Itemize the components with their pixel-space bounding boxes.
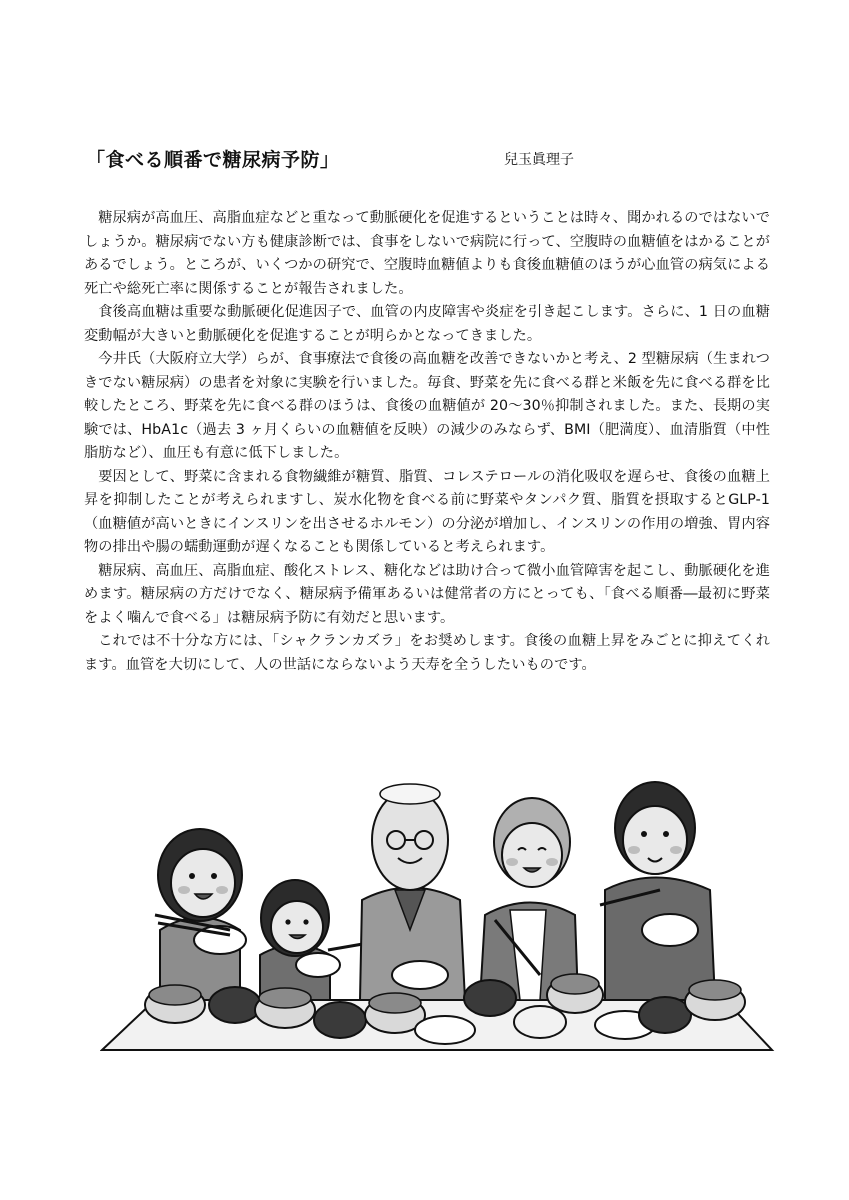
grandmother-figure <box>480 798 578 1000</box>
paragraph: 今井氏（大阪府立大学）らが、食事療法で食後の高血糖を改善できないかと考え、2 型糖尿病（生まれつきでない糖尿病）の患者を対象に実験を行いました。毎食、野菜を先に食べる群と米飯を先に食べる群を比較したところ、野菜を先に食べる群のほうは、食後の血糖値が 20～30％抑制されました。また、長期の実験では、HbA1c（過去 3 ヶ月くらいの血糖値を反映）の減少のみならず、BMI（肥満度）、血清脂質（中性脂肪など）、血圧も有意に低下しました。 <box>84 351 770 461</box>
paragraph: 食後高血糖は重要な動脈硬化促進因子で、血管の内皮障害や炎症を引き起こします。さらに、1 日の血糖変動幅が大きいと動脈硬化を促進することが明らかとなってきました。 <box>84 304 770 344</box>
paragraph: 要因として、野菜に含まれる食物繊維が糖質、脂質、コレステロールの消化吸収を遅らせ、食後の血糖上昇を抑制したことが考えられますし、炭水化物を食べる前に野菜やタンパク質、脂質を摂取するとGLP-1（血糖値が高いときにインスリンを出させるホルモン）の分泌が増加し、インスリンの作用の増強、胃内容物の排出や腸の蠕動運動が遅くなることも関係していると考えられます。 <box>84 468 770 555</box>
article-header <box>86 145 766 175</box>
paragraph: 糖尿病、高血圧、高脂血症、酸化ストレス、糖化などは助け合って微小血管障害を起こし、動脈硬化を進めます。糖尿病の方だけでなく、糖尿病予備軍あるいは健常者の方にとっても、「食べる順番―最初に野菜をよく噛んで食べる」は糖尿病予防に有効だと思います。 <box>84 562 770 626</box>
mother-figure <box>155 829 246 1000</box>
article-body <box>84 207 770 677</box>
grandfather-figure <box>360 784 465 1000</box>
family-meal-illustration <box>100 770 780 1060</box>
paragraph: これでは不十分な方には、「シャクランカズラ」をお奨めします。食後の血糖上昇をみごとに抑えてくれます。血管を大切にして、人の世話にならないよう天寿を全うしたいものです。 <box>84 633 770 673</box>
article-title: 「食べる順番で糖尿病予防」 <box>86 149 340 171</box>
paragraph: 糖尿病が高血圧、高脂血症などと重なって動脈硬化を促進するということは時々、聞かれるのではないでしょうか。糖尿病でない方も健康診断では、食事をしないで病院に行って、空腹時の血糖値をはかることがあるでしょう。ところが、いくつかの研究で、空腹時血糖値よりも食後血糖値のほうが心血管の病気による死亡や総死亡率に関係することが報告されました。 <box>84 210 770 297</box>
author-name: 兒玉眞理子 <box>504 152 574 168</box>
father-figure <box>600 782 715 1000</box>
